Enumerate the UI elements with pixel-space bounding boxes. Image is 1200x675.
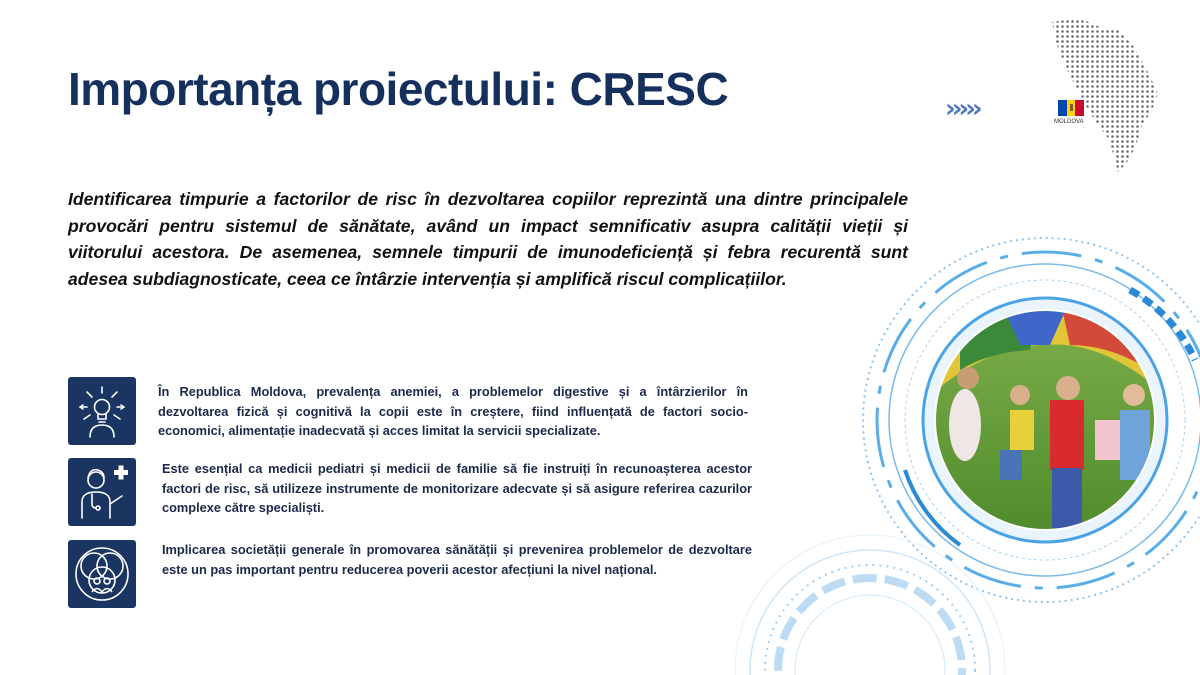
item-text-2: Este esențial ca medicii pediatri și medicii de familie să fie instruiți în recunoașterea acestor factori de risc, să utilizeze instrumente de monitorizare adecvate și să asigure referirea cazurilor complexe către specialiști. <box>162 461 752 515</box>
page-title: Importanța proiectului: CRESC <box>68 63 729 115</box>
doctor-icon <box>68 458 136 526</box>
chevrons-icon: ››››› <box>945 94 979 124</box>
moldova-map-icon <box>1040 14 1190 174</box>
lightbulb-person-icon <box>68 377 136 445</box>
item-text-1: În Republica Moldova, prevalența anemiei, a problemelor digestive și a întârzierilor în dezvoltarea fizică și cognitivă la copii este în creștere, fiind influențată de factori socio-economici, alimentație inadecvată și acces limitat la servicii specializate. <box>158 384 748 438</box>
moldova-flag-icon <box>1058 100 1084 116</box>
item-text-3: Implicarea societății generale în promovarea sănătății și prevenirea problemelor de dezvoltare este un pas important pentru reducerea poverii acestor afecțiuni la nivel național. <box>162 542 752 577</box>
flag-label: MOLDOVA <box>1054 119 1084 125</box>
community-circles-icon <box>68 540 136 608</box>
intro-paragraph: Identificarea timpurie a factorilor de risc în dezvoltarea copiilor reprezintă una dintre principalele provocări pentru sistemul de sănătate, având un impact semnificativ asupra calității vieții și viitorului acestora. De asemenea, semnele timpurii de imunodeficiență și febra recurentă sunt adesea subdiagnosticate, ceea ce întârzie intervenția și amplifică riscul complicațiilor. <box>68 189 908 289</box>
